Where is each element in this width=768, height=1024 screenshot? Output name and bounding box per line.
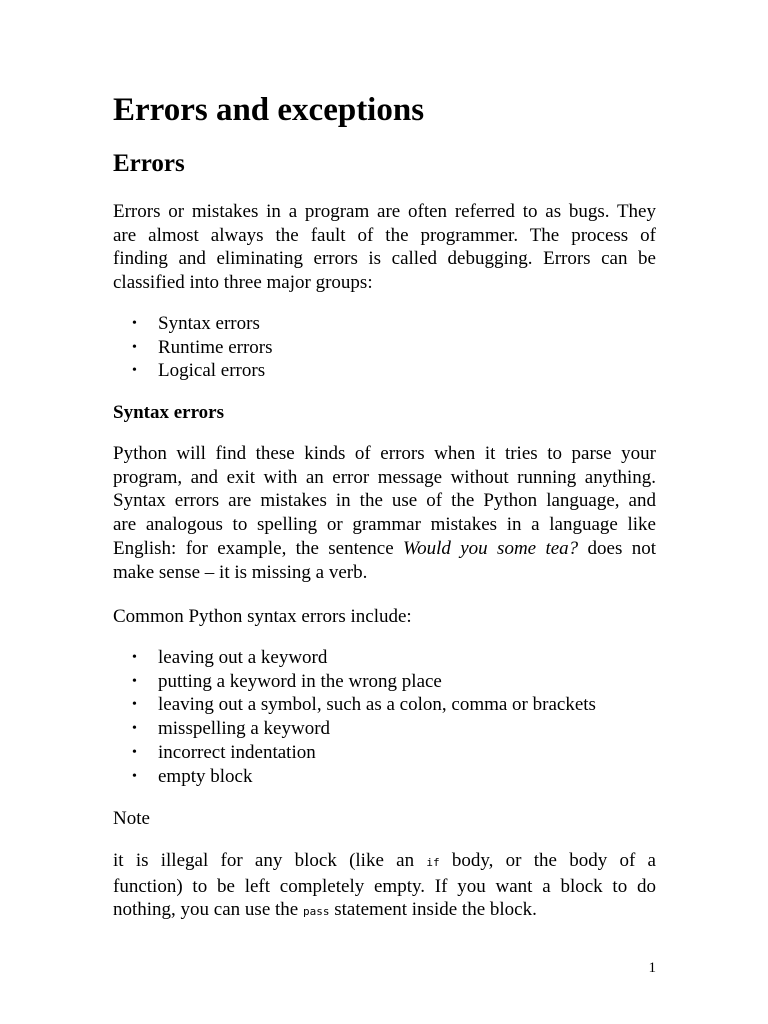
page-title: Errors and exceptions [113,92,425,128]
syntax-line: make sense – it is missing a verb. [113,561,368,583]
subheading-syntax-errors: Syntax errors [113,402,224,423]
list-item: • putting a keyword in the wrong place [132,670,442,692]
bullet-icon: • [132,363,137,379]
syntax-line: program, and exit with an error message without running anything. [113,466,656,488]
page-number: 1 [648,960,656,976]
syntax-line: English: for example, the sentence Would you some tea? does not [113,537,656,559]
code-pass: pass [302,905,330,919]
list-item: • leaving out a keyword [132,647,328,668]
bullet-icon: • [132,339,137,355]
section-heading-errors: Errors [113,150,185,177]
intro-line: classified into three major groups: [113,272,373,294]
bullet-icon: • [132,316,137,331]
bullet-icon: • [132,721,137,737]
bullet-icon: • [132,768,137,784]
bullet-icon: • [132,697,137,713]
intro-line: Errors or mistakes in a program are often referred to as bugs. They [113,201,656,222]
error-groups-list [113,312,273,383]
bullet-icon: • [132,650,137,665]
note-line: function) to be left completely empty. If you want a block to do [113,875,656,897]
note-line: it is illegal for any block (like an if body, or the body of a [113,850,656,871]
list-item: • empty block [132,765,253,787]
intro-line: are almost always the fault of the programmer. The process of [113,224,656,246]
syntax-line: Syntax errors are mistakes in the use of the Python language, and [113,490,656,512]
list-item: • Logical errors [132,360,266,382]
list-item: • Runtime errors [132,336,273,358]
intro-line: finding and eliminating errors is called debugging. Errors can be [113,248,656,270]
list-item: • incorrect indentation [132,741,316,763]
intro-paragraph [113,200,656,295]
common-errors-intro: Common Python syntax errors include: [113,606,412,627]
list-item: • Syntax errors [132,313,260,334]
code-if: if [426,856,440,869]
syntax-line: Python will find these kinds of errors when it tries to parse your [113,443,656,464]
note-line: nothing, you can use the pass statement inside the block. [113,899,537,921]
note-paragraph [113,849,656,924]
note-label: Note [113,808,150,829]
example-sentence: Would you some tea? [403,537,579,559]
bullet-icon: • [132,744,137,760]
list-item: • leaving out a symbol, such as a colon, comma or brackets [132,694,596,716]
common-errors-list [113,646,596,788]
list-item: • misspelling a keyword [132,718,331,740]
syntax-paragraph [113,442,656,584]
bullet-icon: • [132,673,137,689]
syntax-line: are analogous to spelling or grammar mistakes in a language like [113,514,656,536]
